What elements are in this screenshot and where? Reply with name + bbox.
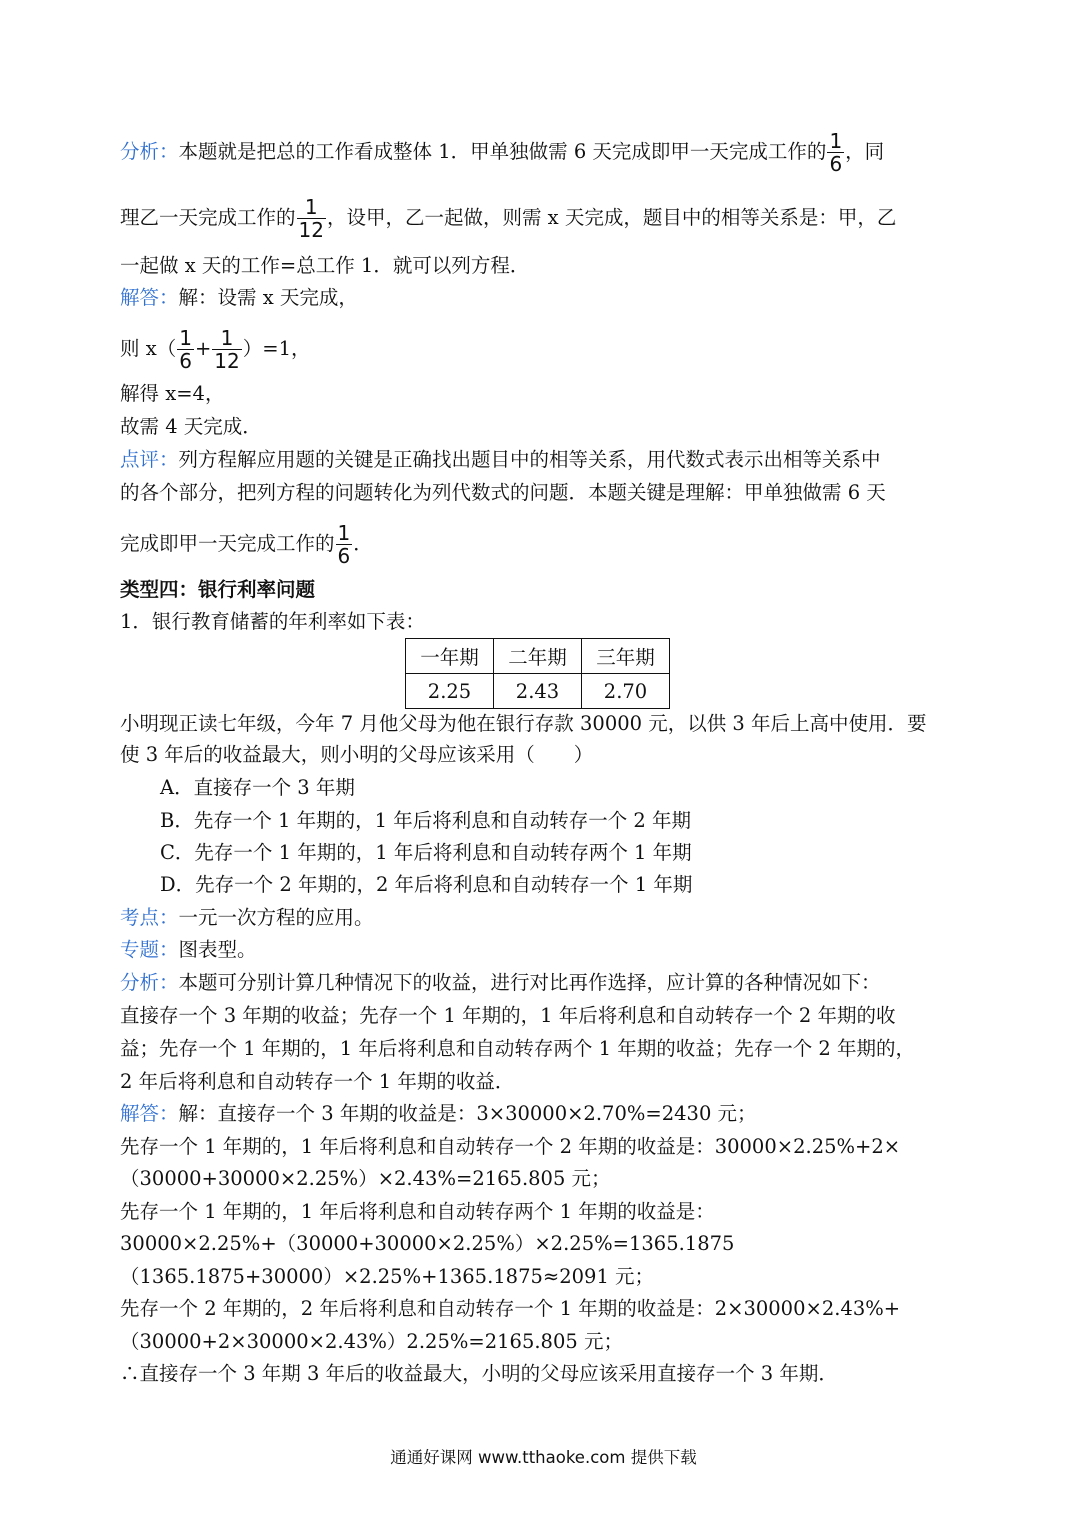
table-header-cell: 一年期 bbox=[406, 639, 494, 674]
analysis-2-line-4: 2 年后将利息和自动转存一个 1 年期的收益． bbox=[120, 1070, 515, 1093]
fraction-one-twelfth: $\frac{1}{12}$ bbox=[298, 195, 324, 242]
answer-2-line-4: 先存一个 1 年期的，1 年后将利息和自动转存两个 1 年期的收益是： bbox=[120, 1200, 715, 1223]
topic: 专题：图表型。 bbox=[120, 938, 257, 961]
table-header-row bbox=[406, 639, 670, 674]
interest-rate-table bbox=[405, 638, 670, 709]
knowledge-point: 考点：一元一次方程的应用。 bbox=[120, 906, 374, 929]
answer-2-line-8: （30000+2×30000×2.43%）2.25%=2165.805 元； bbox=[120, 1330, 623, 1353]
answer-2-line-1: 解答：解：直接存一个 3 年期的收益是：3×30000×2.70%=2430 元； bbox=[120, 1102, 757, 1125]
fraction-one-sixth: $\frac{1}{6}$ bbox=[179, 326, 192, 373]
answer-label: 解答： bbox=[120, 1102, 179, 1125]
analysis-line-3: 一起做 x 天的工作=总工作 1．就可以列方程． bbox=[120, 254, 530, 277]
analysis-2-line-1: 分析：本题可分别计算几种情况下的收益，进行对比再作选择，应计算的各种情况如下： bbox=[120, 971, 881, 994]
section-title: 类型四：银行利率问题 bbox=[120, 578, 316, 601]
question-stem: 1．银行教育储蓄的年利率如下表： bbox=[120, 610, 425, 633]
answer-2-line-6: （1365.1875+30000）×2.25%+1365.1875≈2091 元； bbox=[120, 1265, 655, 1288]
table-cell: 2.25 bbox=[406, 674, 494, 709]
table-cell: 2.43 bbox=[494, 674, 582, 709]
analysis-2-line-3: 益；先存一个 1 年期的，1 年后将利息和自动转存两个 1 年期的收益；先存一个 2 年期的， bbox=[120, 1037, 916, 1060]
analysis-2-line-2: 直接存一个 3 年期的收益；先存一个 1 年期的，1 年后将利息和自动转存一个 2 年期的收 bbox=[120, 1004, 896, 1027]
answer-line-1: 解答：解：设需 x 天完成， bbox=[120, 286, 358, 309]
option-b: B．先存一个 1 年期的，1 年后将利息和自动转存一个 2 年期 bbox=[160, 809, 692, 832]
fraction-one-sixth: $\frac{1}{6}$ bbox=[829, 129, 843, 176]
equation-line: 则 x（ $\frac{1}{6}$ + $\frac{1}{12}$ ）=1， bbox=[120, 326, 311, 373]
question-text-1: 小明现正读七年级，今年 7 月他父母为他在银行存款 30000 元，以供 3 年后上高中使用．要 bbox=[120, 712, 927, 735]
analysis-line-2: 理乙一天完成工作的 $\frac{1}{12}$ ，设甲，乙一起做，则需 x 天完成，题目中的相等关系是：甲，乙 bbox=[120, 195, 897, 242]
option-a: A．直接存一个 3 年期 bbox=[160, 776, 355, 799]
table-row bbox=[406, 674, 670, 709]
table-cell: 2.70 bbox=[582, 674, 670, 709]
answer-2-conclusion: ∴直接存一个 3 年期 3 年后的收益最大，小明的父母应该采用直接存一个 3 年期． bbox=[120, 1362, 838, 1385]
analysis-label: 分析： bbox=[120, 140, 179, 163]
option-c: C．先存一个 1 年期的，1 年后将利息和自动转存两个 1 年期 bbox=[160, 841, 692, 864]
analysis-line-1: 分析：本题就是把总的工作看成整体 1．甲单独做需 6 天完成即甲一天完成工作的 $\frac{1}{6}$ ，同 bbox=[120, 129, 885, 176]
analysis-label: 分析： bbox=[120, 971, 179, 994]
comment-line-1: 点评：列方程解应用题的关键是正确找出题目中的相等关系，用代数式表示出相等关系中 bbox=[120, 448, 881, 471]
answer-2-line-7: 先存一个 2 年期的，2 年后将利息和自动转存一个 1 年期的收益是：2×30000×2.43%+ bbox=[120, 1297, 901, 1320]
answer-line-3: 解得 x=4， bbox=[120, 382, 225, 405]
answer-2-line-2: 先存一个 1 年期的，1 年后将利息和自动转存一个 2 年期的收益是：30000×2.25%+2× bbox=[120, 1135, 901, 1158]
comment-line-2: 的各个部分，把列方程的问题转化为列代数式的问题．本题关键是理解：甲单独做需 6 天 bbox=[120, 481, 886, 504]
answer-2-line-5: 30000×2.25%+（30000+30000×2.25%）×2.25%=1365.1875 bbox=[120, 1232, 735, 1255]
topic-label: 专题： bbox=[120, 938, 179, 961]
page-footer: 通通好课网 www.tthaoke.com 提供下载 bbox=[390, 1448, 697, 1467]
answer-label: 解答： bbox=[120, 286, 179, 309]
comment-label: 点评： bbox=[120, 448, 179, 471]
fraction-one-sixth: $\frac{1}{6}$ bbox=[337, 521, 351, 568]
answer-line-4: 故需 4 天完成． bbox=[120, 415, 262, 438]
comment-line-3: 完成即甲一天完成工作的 $\frac{1}{6}$ ． bbox=[120, 521, 373, 568]
question-text-2: 使 3 年后的收益最大，则小明的父母应该采用（ ） bbox=[120, 743, 594, 766]
answer-2-line-3: （30000+30000×2.25%）×2.43%=2165.805 元； bbox=[120, 1167, 611, 1190]
table-header-cell: 二年期 bbox=[494, 639, 582, 674]
option-d: D．先存一个 2 年期的，2 年后将利息和自动转存一个 1 年期 bbox=[160, 873, 693, 896]
knowledge-label: 考点： bbox=[120, 906, 179, 929]
table-header-cell: 三年期 bbox=[582, 639, 670, 674]
fraction-one-twelfth: $\frac{1}{12}$ bbox=[214, 326, 240, 373]
